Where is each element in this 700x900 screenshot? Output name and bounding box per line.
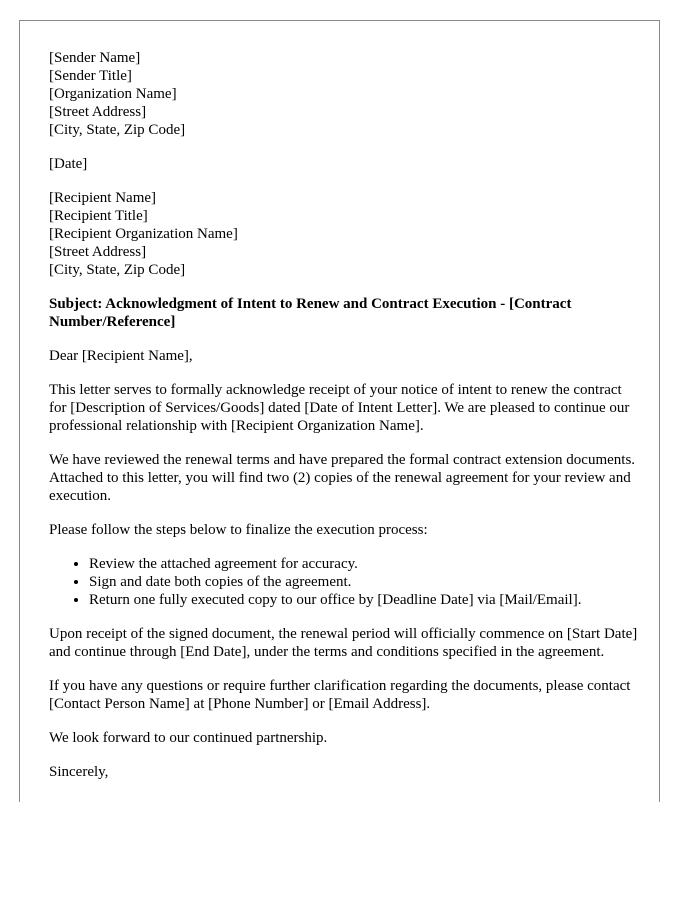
subject-line: Subject: Acknowledgment of Intent to Renew and Contract Execution - [Contract Number/Reference] bbox=[49, 296, 572, 330]
sender-city-state-zip: [City, State, Zip Code] bbox=[49, 122, 186, 138]
recipient-organization: [Recipient Organization Name] bbox=[49, 226, 238, 242]
commence-paragraph: Upon receipt of the signed document, the renewal period will officially commence on [Start Date] and continue through [End Date], under the terms and conditions specified in the agreement. bbox=[49, 626, 638, 660]
sender-title: [Sender Title] bbox=[49, 68, 132, 84]
signoff: Sincerely, bbox=[49, 764, 109, 780]
recipient-city-state-zip: [City, State, Zip Code] bbox=[49, 262, 186, 278]
intro-paragraph: This letter serves to formally acknowledge receipt of your notice of intent to renew the contract for [Description of Services/Goods] dated [Date of Intent Letter]. We are pleased to continue our professional relationship with [Recipient Organization Name]. bbox=[49, 382, 630, 434]
sender-address bbox=[49, 49, 639, 139]
recipient-name: [Recipient Name] bbox=[49, 190, 157, 206]
steps-list bbox=[49, 555, 639, 609]
questions-paragraph: If you have any questions or require further clarification regarding the documents, please contact [Contact Person Name] at [Phone Number] or [Email Address]. bbox=[49, 678, 631, 712]
sender-organization: [Organization Name] bbox=[49, 86, 177, 102]
letter-date bbox=[49, 155, 639, 173]
date-text: [Date] bbox=[49, 156, 88, 172]
list-item: • Review the attached agreement for accuracy. bbox=[89, 555, 639, 573]
recipient-street: [Street Address] bbox=[49, 244, 147, 260]
sender-street: [Street Address] bbox=[49, 104, 147, 120]
letter-body bbox=[49, 49, 639, 797]
letter-page bbox=[19, 20, 660, 802]
recipient-title: [Recipient Title] bbox=[49, 208, 148, 224]
list-item: • Sign and date both copies of the agreement. bbox=[89, 573, 639, 591]
closing-note-paragraph: We look forward to our continued partnership. bbox=[49, 730, 328, 746]
salutation: Dear [Recipient Name], bbox=[49, 348, 193, 364]
steps-intro-paragraph: Please follow the steps below to finalize the execution process: bbox=[49, 522, 428, 538]
recipient-address bbox=[49, 189, 639, 279]
sender-name: [Sender Name] bbox=[49, 50, 141, 66]
review-paragraph: We have reviewed the renewal terms and have prepared the formal contract extension documents. Attached to this letter, you will find two (2) copies of the renewal agreement for your review and execution. bbox=[49, 452, 636, 504]
list-item: • Return one fully executed copy to our office by [Deadline Date] via [Mail/Email]. bbox=[89, 591, 639, 609]
